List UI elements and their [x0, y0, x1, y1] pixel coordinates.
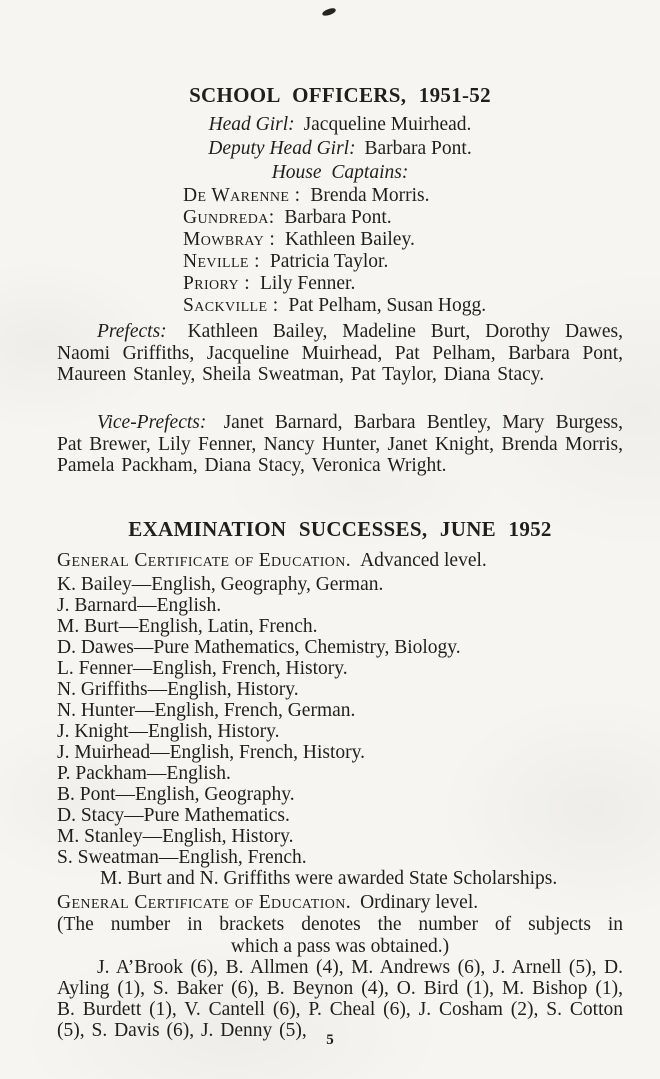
house-captain-name: Barbara Pont. — [284, 207, 392, 228]
head-girl-line — [57, 113, 623, 137]
examination-successes-title: EXAMINATION SUCCESSES, JUNE 1952 — [128, 517, 552, 541]
house-captain-name: Kathleen Bailey. — [285, 229, 415, 250]
result-line: N. Hunter—English, French, German. — [57, 700, 356, 721]
brackets-explanation-line2: which a pass was obtained.) — [230, 935, 450, 957]
result-line: J. Barnard—English. — [57, 595, 222, 616]
page-content — [57, 0, 623, 1041]
deputy-head-girl-label: Deputy Head Girl: — [208, 138, 356, 159]
result-line: P. Packham—English. — [57, 763, 231, 784]
house-name: De Warenne : — [183, 185, 301, 206]
page-number: 5 — [326, 1032, 334, 1048]
house-name: Sackville : — [183, 295, 279, 316]
head-girl-name: Jacqueline Muirhead. — [303, 114, 472, 135]
house-name: Neville : — [183, 251, 260, 272]
brackets-explanation — [57, 914, 623, 957]
house-captain-name: Patricia Taylor. — [269, 251, 389, 272]
house-captain-name: Pat Pelham, Susan Hogg. — [288, 295, 487, 316]
vice-prefects-label: Vice-Prefects: — [97, 412, 207, 433]
ordinary-passes-paragraph: J. A’Brook (6), B. Allmen (4), M. Andrews (6), J. Arnell (5), D. Ayling (1), S. Baker (6), B. Beynon (4), O. Bird (1), M. Bishop (1), B. Burdett (1), V. Cantell (6), P. Cheal (6), J. Cosham (2), S. Cotton (5), S. Davis (6), J. Denny (5), — [57, 957, 623, 1041]
officers-block — [57, 113, 623, 185]
vice-prefects-paragraph — [57, 412, 623, 498]
house-captain-name: Brenda Morris. — [310, 185, 430, 206]
house-captain-row — [183, 251, 623, 273]
house-name: Mowbray : — [183, 229, 276, 250]
vice-prefects-names: Janet Barnard, Barbara Bentley, Mary Burgess, Pat Brewer, Lily Fenner, Nancy Hunter, Janet Knight, Brenda Morris, Pamela Packham, Diana Stacy, Veronica Wright. — [57, 412, 624, 476]
house-captain-row — [183, 229, 623, 251]
result-line: M. Stanley—English, History. — [57, 826, 294, 847]
result-line: N. Griffiths—English, History. — [57, 679, 299, 700]
gce-advanced-level: Advanced level. — [360, 550, 487, 571]
gce-ordinary-heading — [57, 892, 623, 913]
deputy-head-girl-line — [57, 137, 623, 161]
result-line: S. Sweatman—English, French. — [57, 847, 307, 868]
result-line: B. Pont—English, Geography. — [57, 784, 295, 805]
house-captains-heading: House Captains: — [271, 162, 409, 183]
house-captain-name: Lily Fenner. — [260, 273, 356, 294]
house-captain-row — [183, 273, 623, 295]
prefects-names: Kathleen Bailey, Madeline Burt, Dorothy Dawes, Naomi Griffiths, Jacqueline Muirhead, Pat Pelham, Barbara Pont, Maureen Stanley, Sheila Sweatman, Pat Taylor, Diana Stacy. — [57, 321, 623, 385]
result-line: J. Muirhead—English, French, History. — [57, 742, 365, 763]
house-name: Gundreda: — [183, 207, 275, 228]
gce-ordinary-level: Ordinary level. — [360, 892, 479, 913]
house-captain-row — [183, 295, 623, 317]
scholarship-note: M. Burt and N. Griffiths were awarded State Scholarships. — [100, 868, 558, 889]
result-line: D. Stacy—Pure Mathematics. — [57, 805, 290, 826]
house-captains-list — [57, 185, 623, 317]
gce-ordinary-certificate: General Certificate of Education. — [57, 892, 352, 913]
result-line: L. Fenner—English, French, History. — [57, 658, 348, 679]
house-captain-row — [183, 207, 623, 229]
prefects-paragraph — [57, 321, 623, 407]
result-line: J. Knight—English, History. — [57, 721, 280, 742]
deputy-head-girl-name: Barbara Pont. — [364, 138, 472, 159]
result-line: D. Dawes—Pure Mathematics, Chemistry, Biology. — [57, 637, 461, 658]
school-officers-title: SCHOOL OFFICERS, 1951-52 — [189, 83, 491, 107]
head-girl-label: Head Girl: — [208, 114, 295, 135]
gce-advanced-heading — [57, 550, 623, 571]
result-line: M. Burt—English, Latin, French. — [57, 616, 318, 637]
house-name: Priory : — [183, 273, 251, 294]
gce-advanced-certificate: General Certificate of Education. — [57, 550, 352, 571]
house-captain-row — [183, 185, 623, 207]
brackets-explanation-line1: (The number in brackets denotes the number of subjects in — [57, 914, 623, 935]
prefects-label: Prefects: — [97, 321, 167, 342]
result-line: K. Bailey—English, Geography, German. — [57, 574, 384, 595]
advanced-results-list — [57, 574, 623, 868]
